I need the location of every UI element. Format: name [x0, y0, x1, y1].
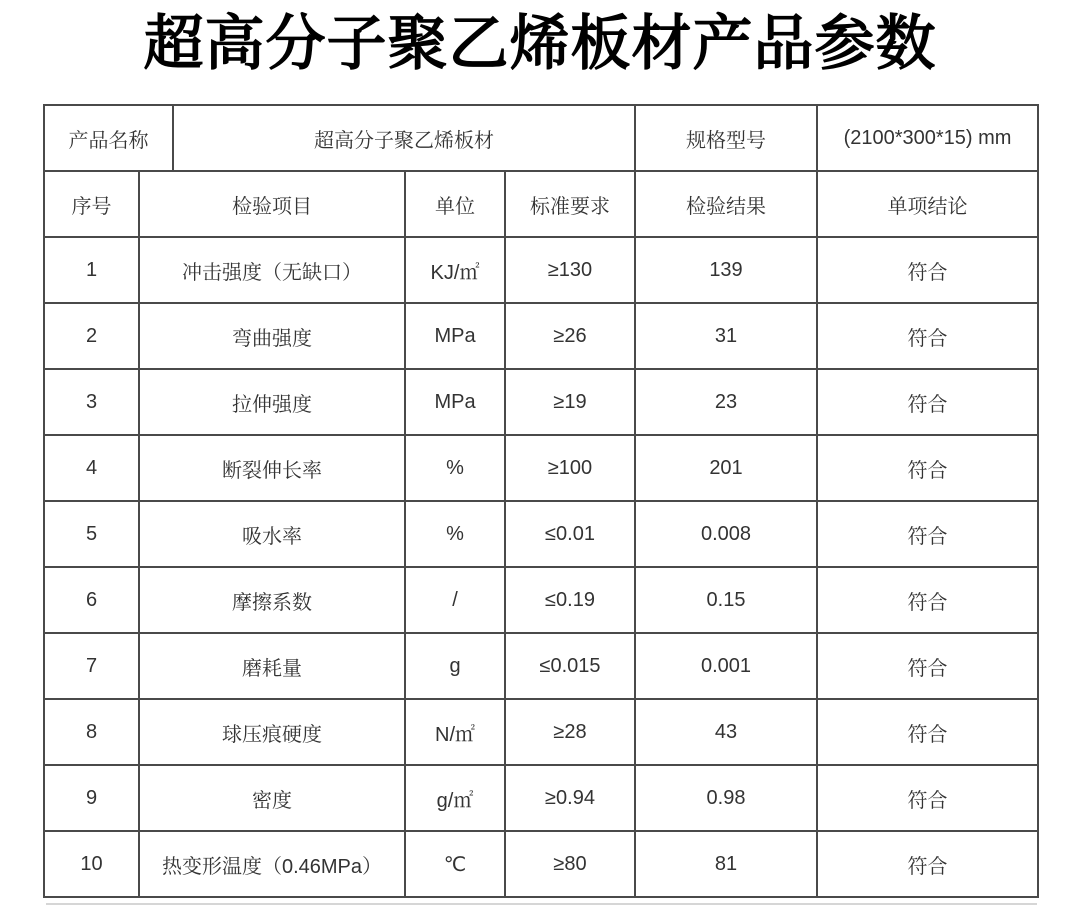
cell-conclusion: 符合: [817, 435, 1038, 501]
cell-requirement: ≥130: [505, 237, 635, 303]
cell-conclusion: 符合: [817, 633, 1038, 699]
cell-conclusion: 符合: [817, 567, 1038, 633]
table-row: [44, 633, 1038, 699]
product-name-value: 超高分子聚乙烯板材: [173, 105, 635, 171]
cell-no: 10: [44, 831, 139, 897]
cell-result: 0.98: [635, 765, 817, 831]
cell-no: 6: [44, 567, 139, 633]
cell-conclusion: 符合: [817, 699, 1038, 765]
cell-result: 31: [635, 303, 817, 369]
cell-requirement: ≥26: [505, 303, 635, 369]
cell-conclusion: 符合: [817, 369, 1038, 435]
cell-no: 8: [44, 699, 139, 765]
cell-item: 吸水率: [139, 501, 405, 567]
cell-conclusion: 符合: [817, 303, 1038, 369]
page-title: 超高分子聚乙烯板材产品参数: [143, 10, 937, 77]
cell-no: 5: [44, 501, 139, 567]
column-header: 标准要求: [505, 171, 635, 237]
cell-unit: %: [405, 435, 505, 501]
cell-conclusion: 符合: [817, 765, 1038, 831]
cell-result: 0.008: [635, 501, 817, 567]
table-row: [44, 831, 1038, 897]
cell-unit: ℃: [405, 831, 505, 897]
column-header: 检验项目: [139, 171, 405, 237]
cell-result: 23: [635, 369, 817, 435]
cell-no: 3: [44, 369, 139, 435]
table-row: [44, 369, 1038, 435]
inspection-table: [43, 170, 1039, 898]
table-row: [44, 303, 1038, 369]
product-parameters-table: [43, 104, 1037, 905]
cell-item: 热变形温度（0.46MPa）: [139, 831, 405, 897]
cell-unit: g: [405, 633, 505, 699]
table-row: [44, 567, 1038, 633]
cell-unit: MPa: [405, 303, 505, 369]
cell-result: 139: [635, 237, 817, 303]
table-row: [44, 237, 1038, 303]
spec-model-label: 规格型号: [635, 105, 817, 171]
cell-result: 0.001: [635, 633, 817, 699]
cell-unit: MPa: [405, 369, 505, 435]
cell-item: 球压痕硬度: [139, 699, 405, 765]
column-header: 序号: [44, 171, 139, 237]
cell-requirement: ≤0.01: [505, 501, 635, 567]
table-row: [44, 699, 1038, 765]
cell-no: 9: [44, 765, 139, 831]
cell-requirement: ≥80: [505, 831, 635, 897]
cell-item: 磨耗量: [139, 633, 405, 699]
product-name-label: 产品名称: [44, 105, 173, 171]
cell-conclusion: 符合: [817, 237, 1038, 303]
cell-unit: N/㎡: [405, 699, 505, 765]
cell-item: 摩擦系数: [139, 567, 405, 633]
cell-no: 1: [44, 237, 139, 303]
cell-unit: %: [405, 501, 505, 567]
table-bottom-shadow: [46, 903, 1037, 905]
cell-requirement: ≥100: [505, 435, 635, 501]
spec-model-value: (2100*300*15) mm: [817, 105, 1038, 171]
cell-unit: KJ/㎡: [405, 237, 505, 303]
cell-unit: g/㎡: [405, 765, 505, 831]
cell-conclusion: 符合: [817, 501, 1038, 567]
column-header: 单位: [405, 171, 505, 237]
cell-no: 4: [44, 435, 139, 501]
cell-requirement: ≥19: [505, 369, 635, 435]
column-header: 单项结论: [817, 171, 1038, 237]
cell-conclusion: 符合: [817, 831, 1038, 897]
cell-requirement: ≥28: [505, 699, 635, 765]
cell-item: 弯曲强度: [139, 303, 405, 369]
cell-result: 81: [635, 831, 817, 897]
header-row: [44, 171, 1038, 237]
cell-item: 断裂伸长率: [139, 435, 405, 501]
table-row: [44, 435, 1038, 501]
product-info-row: [43, 104, 1039, 172]
table-row: [44, 501, 1038, 567]
cell-requirement: ≥0.94: [505, 765, 635, 831]
product-row: [44, 105, 1038, 171]
cell-unit: /: [405, 567, 505, 633]
cell-item: 密度: [139, 765, 405, 831]
cell-item: 冲击强度（无缺口）: [139, 237, 405, 303]
cell-item: 拉伸强度: [139, 369, 405, 435]
cell-result: 0.15: [635, 567, 817, 633]
table-row: [44, 765, 1038, 831]
cell-requirement: ≤0.015: [505, 633, 635, 699]
cell-result: 43: [635, 699, 817, 765]
cell-no: 2: [44, 303, 139, 369]
cell-no: 7: [44, 633, 139, 699]
cell-result: 201: [635, 435, 817, 501]
cell-requirement: ≤0.19: [505, 567, 635, 633]
column-header: 检验结果: [635, 171, 817, 237]
